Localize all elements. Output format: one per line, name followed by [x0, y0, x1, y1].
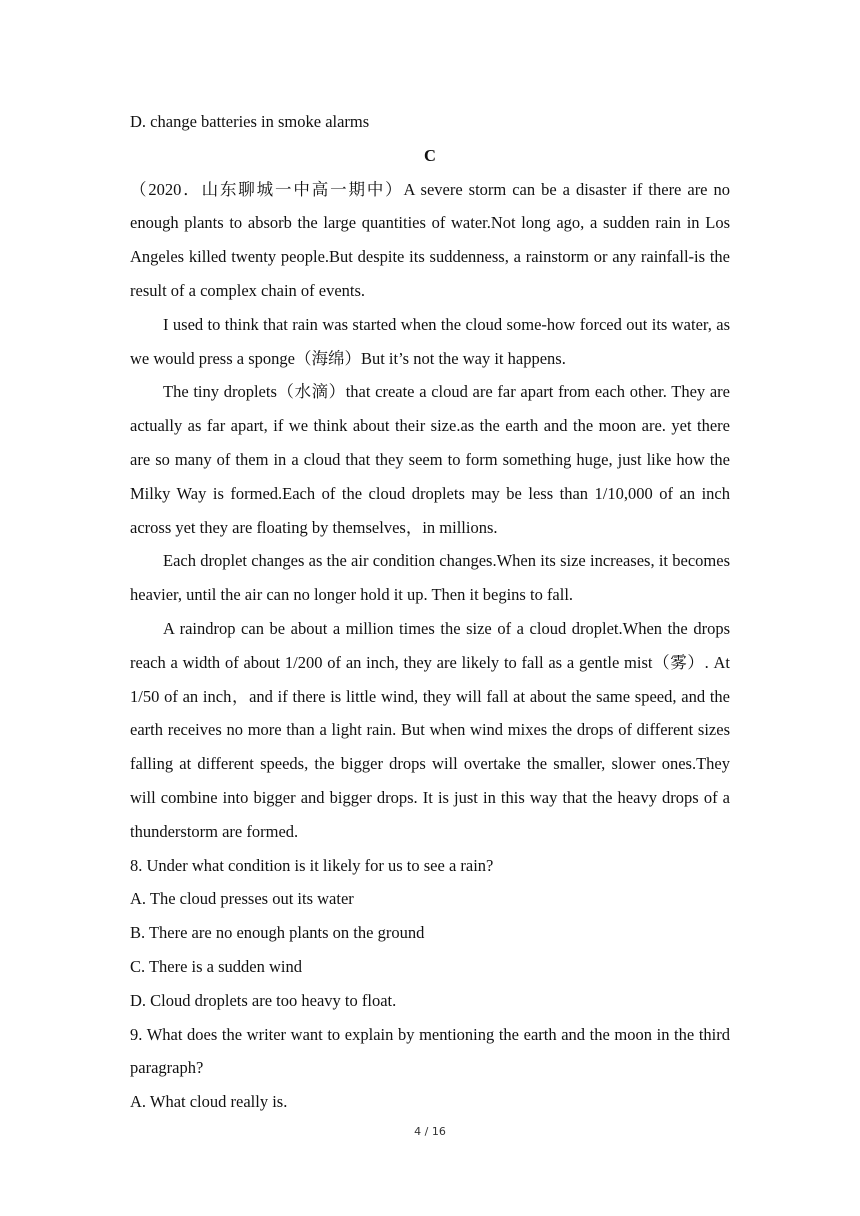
question-9-option-a: A. What cloud really is.	[130, 1092, 288, 1112]
previous-option-d: D. change batteries in smoke alarms	[130, 112, 370, 131]
passage-paragraph-5: A raindrop can be about a million times the size of a cloud droplet.When the drops reach a width of about 1/200 of an inch, they are likely to fall as a gentle mist（雾）. At 1/50 of an inch，and if there is little wind, they will fall at about the same speed, and the earth receives no more than a light rain. But when wind mixes the drops of different sizes falling at different speeds, the bigger drops will overtake the smaller, slower ones.They will combine into bigger and bigger drops. It is just in this way that the heavy drops of a thunderstorm are formed.	[130, 618, 730, 841]
question-8-option-d: D. Cloud droplets are too heavy to float.	[130, 990, 397, 1010]
question-8-option-c: C. There is a sudden wind	[130, 956, 303, 976]
page-number: 4 / 16	[414, 1125, 446, 1138]
question-9-stem: 9. What does the writer want to explain by mentioning the earth and the moon in the third paragraph?	[130, 1024, 730, 1078]
question-8-stem: 8. Under what condition is it likely for us to see a rain?	[130, 855, 494, 875]
document-page	[130, 105, 730, 1119]
passage-paragraph-4: Each droplet changes as the air condition changes.When its size increases, it becomes heavier, until the air can no longer hold it up. Then it begins to fall.	[130, 551, 730, 605]
question-8-option-b: B. There are no enough plants on the ground	[130, 923, 425, 943]
section-heading: C	[424, 145, 436, 165]
passage-paragraph-3: The tiny droplets（水滴）that create a cloud are far apart from each other. They are actually as far apart, if we think about their size.as the earth and the moon are. yet there are so many of them in a cloud that they seem to form something huge, just like how the Milky Way is formed.Each of the cloud droplets may be less than 1/10,000 of an inch across yet they are floating by themselves，in millions.	[130, 382, 730, 537]
passage-paragraph-1: （2020．山东聊城一中高一期中）A severe storm can be a disaster if there are no enough plants to absorb the large quantities of water.Not long ago, a sudden rain in Los Angeles killed twenty people.But despite its suddenness, a rainstorm or any rainfall-is the result of a complex chain of events.	[130, 179, 730, 300]
question-8-option-a: A. The cloud presses out its water	[130, 889, 354, 909]
passage-paragraph-2: I used to think that rain was started when the cloud some-how forced out its water, as we would press a sponge（海绵）But it’s not the way it happens.	[130, 314, 730, 368]
